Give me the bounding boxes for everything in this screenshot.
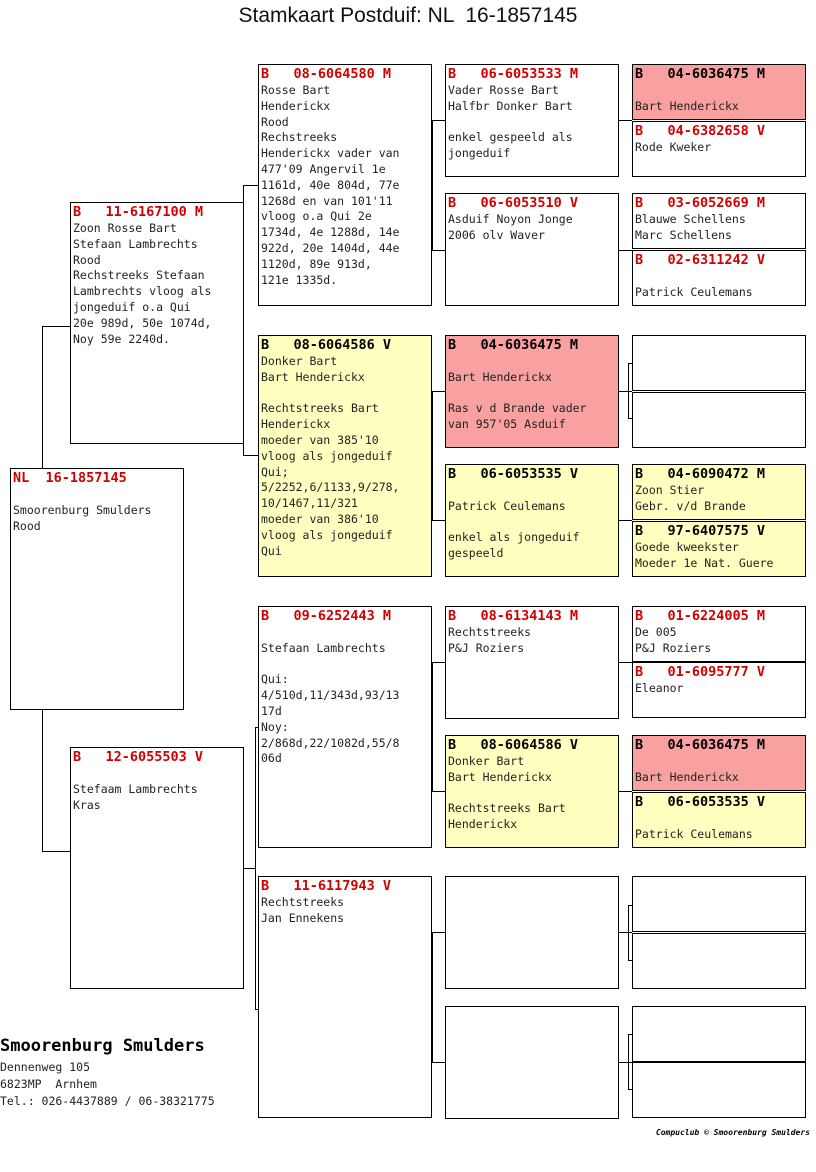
ring-number: B 11-6167100 M xyxy=(73,204,204,220)
software-credit: Compuclub © Smoorenburg Smulders xyxy=(655,1128,810,1137)
ring-number: B 08-6134143 M xyxy=(448,608,579,624)
pigeon-details: Bart Henderickx Ras v d Brande vader van 957'05 Asduif xyxy=(448,369,587,432)
pigeon-details: Zoon Stier Gebr. v/d Brande xyxy=(635,483,746,513)
ring-number: B 02-6311242 V xyxy=(635,252,766,268)
ring-number: B 06-6053535 V xyxy=(448,466,579,482)
pigeon-card-gen5-9[interactable] xyxy=(632,606,806,662)
pigeon-details: Patrick Ceulemans xyxy=(635,284,753,299)
pigeon-card-grandsire-maternal[interactable] xyxy=(258,606,432,848)
ring-number: B 01-6095777 V xyxy=(635,664,766,680)
page-title: Stamkaart Postduif: NL 16-1857145 xyxy=(238,4,578,27)
pigeon-details: Stefaan Lambrechts Qui: 4/510d,11/343d,93/13 17d Noy: 2/868d,22/1082d,55/8 06d xyxy=(261,640,400,766)
pigeon-details: Goede kweekster Moeder 1e Nat. Guere xyxy=(635,540,774,570)
ring-number: B 04-6036475 M xyxy=(635,66,766,82)
ring-number: B 08-6064580 M xyxy=(261,66,392,82)
pigeon-card-gen4-5[interactable] xyxy=(445,606,619,719)
pigeon-card-gen5-3[interactable] xyxy=(632,193,806,249)
pigeon-details: Donker Bart Bart Henderickx Rechtstreeks Bart Henderickx xyxy=(448,754,566,832)
ring-number: B 04-6036475 M xyxy=(635,737,766,753)
ring-number: B 12-6055503 V xyxy=(73,749,204,765)
pigeon-card-gen4-3[interactable] xyxy=(445,335,619,448)
pigeon-card-granddam-maternal[interactable] xyxy=(258,876,432,1118)
pigeon-details: Rode Kweker xyxy=(635,140,712,154)
pigeon-details: Rechtstreeks P&J Roziers xyxy=(448,625,532,655)
pigeon-card-gen5-5-empty[interactable] xyxy=(632,335,806,391)
pigeon-card-gen4-4[interactable] xyxy=(445,464,619,577)
pigeon-details: Asduif Noyon Jonge 2006 olv Waver xyxy=(448,212,573,242)
pigeon-card-gen4-8-empty[interactable] xyxy=(445,1006,619,1119)
pigeon-card-granddam-paternal[interactable] xyxy=(258,335,432,577)
ring-number: NL 16-1857145 xyxy=(13,470,127,486)
pigeon-details: Blauwe Schellens Marc Schellens xyxy=(635,212,746,242)
pigeon-details: Patrick Ceulemans xyxy=(635,826,753,841)
pigeon-card-gen4-7-empty[interactable] xyxy=(445,876,619,989)
pigeon-card-dam[interactable] xyxy=(70,747,244,989)
ring-number: B 06-6053510 V xyxy=(448,195,579,211)
pigeon-card-gen5-14-empty[interactable] xyxy=(632,933,806,989)
pigeon-card-gen5-7[interactable] xyxy=(632,464,806,520)
pigeon-card-gen5-4[interactable] xyxy=(632,250,806,306)
owner-name: Smoorenburg Smulders xyxy=(0,1036,205,1056)
pigeon-details: Vader Rosse Bart Halfbr Donker Bart enkel gespeeld als jongeduif xyxy=(448,83,573,161)
pigeon-card-gen5-6-empty[interactable] xyxy=(632,392,806,448)
ring-number: B 04-6090472 M xyxy=(635,466,766,482)
pigeon-details: Bart Henderickx xyxy=(635,769,739,784)
ring-number: B 11-6117943 V xyxy=(261,878,392,894)
pigeon-card-gen5-11[interactable] xyxy=(632,735,806,791)
pigeon-details: De 005 P&J Roziers xyxy=(635,625,712,655)
pigeon-details: Bart Henderickx xyxy=(635,98,739,113)
pigeon-details: Stefaam Lambrechts Kras xyxy=(73,781,198,812)
pigeon-card-gen5-2[interactable] xyxy=(632,121,806,177)
pigeon-details: Zoon Rosse Bart Stefaan Lambrechts Rood Rechstreeks Stefaan Lambrechts vloog als jongeduif o.a Qui 20e 989d, 50e 1074d, Noy 59e 2240d. xyxy=(73,221,212,346)
pigeon-card-gen5-13-empty[interactable] xyxy=(632,876,806,932)
pigeon-card-sire[interactable] xyxy=(70,202,244,444)
pigeon-card-gen5-8[interactable] xyxy=(632,521,806,577)
pigeon-card-gen4-1[interactable] xyxy=(445,64,619,177)
pigeon-details: Eleanor xyxy=(635,681,684,695)
ring-number: B 04-6036475 M xyxy=(448,337,579,353)
ring-number: B 09-6252443 M xyxy=(261,608,392,624)
ring-number: B 08-6064586 V xyxy=(448,737,579,753)
pigeon-card-gen5-10[interactable] xyxy=(632,662,806,718)
pigeon-card-gen4-6[interactable] xyxy=(445,735,619,848)
owner-address: Dennenweg 105 xyxy=(0,1060,91,1074)
pigeon-card-gen5-1[interactable] xyxy=(632,64,806,120)
pigeon-details: Rechtstreeks Jan Ennekens xyxy=(261,895,345,925)
pigeon-card-subject[interactable] xyxy=(10,468,184,710)
pigeon-details: Smoorenburg Smulders Rood xyxy=(13,502,152,533)
ring-number: B 08-6064586 V xyxy=(261,337,392,353)
ring-number: B 01-6224005 M xyxy=(635,608,766,624)
pigeon-details: Donker Bart Bart Henderickx Rechtstreeks Bart Henderickx moeder van 385'10 vloog als jongeduif Qui; 5/2252,6/1133,9/278, 10/1467,11/321 moeder van 386'10 vloog als jongeduif Qui xyxy=(261,354,400,558)
pigeon-card-gen4-2[interactable] xyxy=(445,193,619,306)
ring-number: B 03-6052669 M xyxy=(635,195,766,211)
pigeon-card-gen5-15-empty[interactable] xyxy=(632,1006,806,1062)
ring-number: B 06-6053533 M xyxy=(448,66,579,82)
ring-number: B 06-6053535 V xyxy=(635,794,766,810)
owner-phone: Tel.: 026-4437889 / 06-38321775 xyxy=(0,1094,215,1108)
pigeon-details: Rosse Bart Henderickx Rood Rechstreeks Henderickx vader van 477'09 Angervil 1e 1161d, 40e 804d, 77e 1268d en van 101'11 vloog o.a Qui 2e 1734d, 4e 1288d, 14e 922d, 20e 1404d, 44e 1120d, 89e 913d, 121e 1335d. xyxy=(261,83,400,287)
pigeon-card-gen5-12[interactable] xyxy=(632,792,806,848)
ring-number: B 04-6382658 V xyxy=(635,123,766,139)
pigeon-card-gen5-16-empty[interactable] xyxy=(632,1062,806,1118)
owner-city: 6823MP Arnhem xyxy=(0,1077,97,1091)
ring-number: B 97-6407575 V xyxy=(635,523,766,539)
pigeon-card-grandsire-paternal[interactable] xyxy=(258,64,432,306)
pigeon-details: Patrick Ceulemans enkel als jongeduif gespeeld xyxy=(448,498,580,561)
